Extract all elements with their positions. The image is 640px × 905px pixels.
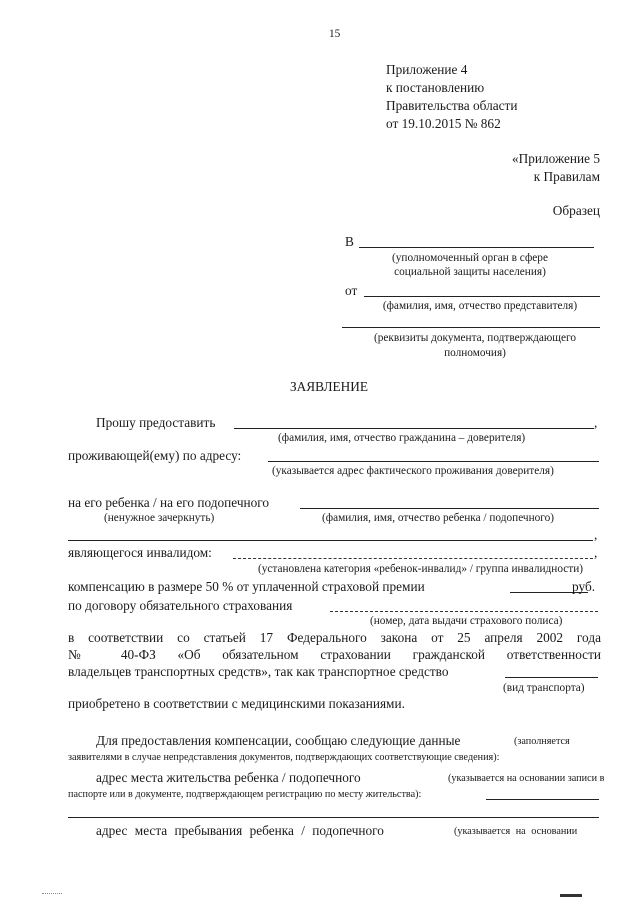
doc-hint-1: (реквизиты документа, подтверждающего (373, 332, 577, 344)
appendix-line-1: Приложение 4 (386, 62, 468, 77)
from-hint: (фамилия, имя, отчество представителя) (382, 300, 578, 312)
scan-mark-left (42, 893, 62, 896)
residence-hint-2: паспорте или в документе, подтверждающем регистрацию по месту жительства): (68, 789, 422, 800)
rules-ref-line-1: «Приложение 5 (512, 151, 600, 166)
residence-field-line-2[interactable] (68, 817, 599, 818)
compensation-text: компенсацию в размере 50 % от уплаченной страховой премии (68, 579, 425, 594)
details-intro-main: Для предоставления компенсации, сообщаю следующие данные (96, 733, 461, 748)
law-line-1: в соответствии со статьей 17 Федерального закона от 25 апреля 2002 года (68, 630, 601, 645)
request-hint: (фамилия, имя, отчество гражданина – доверителя) (278, 432, 526, 444)
page-number: 15 (329, 28, 341, 40)
scan-mark-right (560, 894, 582, 897)
acquired-text: приобретено в соответствии с медицинскими показаниями. (68, 696, 405, 711)
contract-prefix: по договору обязательного страхования (68, 598, 293, 613)
address-hint: (указывается адрес фактического проживания доверителя) (272, 465, 554, 477)
address-prefix: проживающей(ему) по адресу: (68, 448, 242, 463)
request-field-line[interactable] (234, 428, 594, 429)
stay-hint: (указывается на основании (454, 826, 578, 837)
contract-field-line[interactable] (330, 611, 598, 612)
law-line-3: владельцев транспортных средств», так как транспортное средство (68, 664, 449, 679)
disabled-comma: , (594, 545, 598, 560)
child-field-line[interactable] (300, 508, 599, 509)
doc-field-line[interactable] (342, 327, 600, 328)
rules-ref-line-2: к Правилам (533, 169, 600, 184)
residence-label: адрес места жительства ребенка / подопечного (96, 770, 361, 785)
disabled-hint: (установлена категория «ребенок-инвалид» / группа инвалидности) (258, 563, 584, 575)
disabled-field-line[interactable] (233, 558, 593, 559)
law-line-2: № 40-ФЗ «Об обязательном страховании гражданской ответственности (68, 647, 601, 662)
sample-label: Образец (552, 203, 600, 218)
to-hint-2: социальной защиты населения) (394, 266, 546, 278)
vehicle-hint: (вид транспорта) (503, 682, 585, 694)
rub-label: руб. (572, 579, 596, 594)
request-prefix: Прошу предоставить (96, 415, 216, 430)
appendix-line-4: от 19.10.2015 № 862 (386, 116, 501, 131)
contract-hint: (номер, дата выдачи страхового полиса) (370, 615, 563, 627)
child-prefix: на его ребенка / на его подопечного (68, 495, 270, 510)
details-intro-small-2: заявителями в случае непредставления документов, подтверждающих соответствующие сведения): (68, 752, 500, 763)
document-title: ЗАЯВЛЕНИЕ (290, 379, 368, 394)
to-prefix: В (345, 234, 354, 249)
from-field-line[interactable] (364, 296, 600, 297)
request-comma: , (594, 415, 598, 430)
vehicle-field-line[interactable] (505, 677, 598, 678)
address-field-line[interactable] (268, 461, 599, 462)
disabled-prefix: являющегося инвалидом: (68, 545, 212, 560)
stay-label: адрес места пребывания ребенка / подопечного (96, 823, 384, 838)
child-continuation-comma: , (594, 527, 598, 542)
residence-hint-1: (указывается на основании записи в (448, 773, 605, 784)
from-prefix: от (345, 283, 358, 298)
doc-hint-2: полномочия) (444, 347, 506, 359)
to-field-line[interactable] (359, 247, 594, 248)
residence-field-line[interactable] (486, 799, 599, 800)
appendix-line-3: Правительства области (386, 98, 518, 113)
child-continuation-line[interactable] (68, 540, 593, 541)
details-intro-small-1: (заполняется (514, 736, 570, 747)
appendix-line-2: к постановлению (386, 80, 485, 95)
to-hint-1: (уполномоченный орган в сфере (392, 252, 548, 264)
child-hint: (фамилия, имя, отчество ребенка / подопечного) (322, 512, 555, 524)
strike-hint: (ненужное зачеркнуть) (104, 512, 215, 524)
